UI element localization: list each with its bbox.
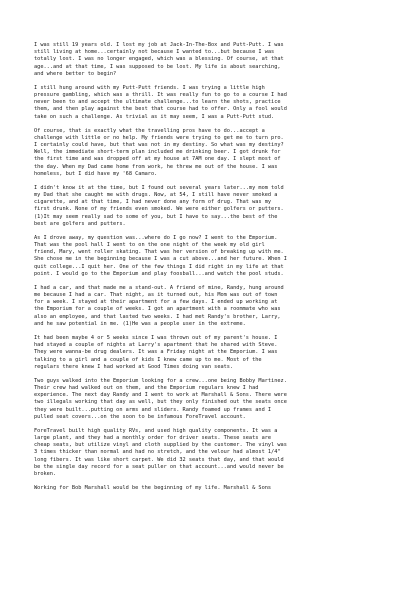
paragraph-3: Of course, that is exactly what the travelling pros have to do...accept a challenge with little or no help. My friends were trying to get me to turn pro. I certainly could have, but that was not in my destiny. So what was my destiny? Well, the immediate short-term plan included me drinking beer. I got drunk for the first time and was dropped off at my house at 7AM one day. I slept most of the day. When my Dad came home from work, he threw me out of the house. I was homeless, but I did have my '68 Camaro. <box>34 127 284 177</box>
paragraph-8: Two guys walked into the Emporium looking for a crew...one being Bobby Martinez. Their crew had walked out on them, and the Emporium regulars knew I had experience. The next day Randy and I went to work at Marshall & Sons. There were two illegals working that day as well, but they only finished out the seats once they were built...putting on arms and sliders. Randy foamed up frames and I pulled seat covers...on the soon to be infamous ForeTravel account. <box>34 377 287 420</box>
document-page <box>34 42 386 499</box>
paragraph-1: I was still 19 years old. I lost my job at Jack-In-The-Box and Putt-Putt. I was still living at home...certainly not because I wanted to...but because I was totally lost. I was no longer engaged, which was a blessing. Of course, at that age...and at that time, I was supposed to be lost. My life is about searching, and where better to begin? <box>34 42 284 77</box>
paragraph-10: Working for Bob Marshall would be the beginning of my life. Marshall & Sons <box>34 484 272 491</box>
paragraph-7: It had been maybe 4 or 5 weeks since I was thrown out of my parent's house. I had stayed a couple of nights at Larry's apartment that he shared with Steve. They were wanna-be drug dealers. It was a Friday night at the Emporium. I was talking to a girl and a couple of kids I knew came up to me. Most of the regulars there knew I had worked at Good Times doing van seats. <box>34 334 278 370</box>
paragraph-6: I had a car, and that made me a stand-out. A friend of mine, Randy, hung around me because I had a car. That night, as it turned out, his Mom was out of town for a week. I stayed at their apartment for a few days. I ended up working at the Emporium for a couple of weeks. I got an apartment with a roommate who was also an employee, and that lasted two weeks. I had met Randy's brother, Larry, and he saw potential in me. (1)He was a people user in the extreme. <box>34 284 284 327</box>
paragraph-2: I still hung around with my Putt-Putt friends. I was trying a little high pressure gambling, which was a thrill. It was really fun to go to a course I had never been to and accept the ultimate challenge...to learn the shots, practice them, and then play against the best that course had to offer. Only a fool would take on such a challenge. As trivial as it may seem, I was a Putt-Putt stud. <box>34 84 287 120</box>
paragraph-9: ForeTravel built high quality RVs, and used high quality components. It was a large plant, and they had a monthly order for driver seats. These seats are cheap seats, but utilize vinyl and cloth supplied by the customer. The vinyl was 3 times thicker than normal and had no stretch, and the velour had almost 1/4" long fibers. It was like short carpet. We did 32 seats that day, and that would be the single day record for a seat puller on that account...and would never be broken. <box>34 427 287 477</box>
paragraph-4: I didn't know it at the time, but I found out several years later...my mom told my Dad that she caught me with drugs. Now, at 54, I still have never smoked a cigarette, and at that time, I had never done any form of drug. That was my first drunk. None of my friends even smoked. We were either golfers or putters. (1)It may seem really sad to some of you, but I have to say...the best of the best are golfers and putters. <box>34 184 284 227</box>
paragraph-5: As I drove away, my question was...where do I go now? I went to the Emporium. That was the pool hall I went to on the one night of the week my old girl friend, Mary, went roller skating. That was her version of breaking up with me. She chose me in the beginning because I was a cut above...and her future. When I quit college...I quit her. One of the few things I did right in my life at that point. I would go to the Emporium and play foosball...and watch the pool studs. <box>34 234 287 277</box>
